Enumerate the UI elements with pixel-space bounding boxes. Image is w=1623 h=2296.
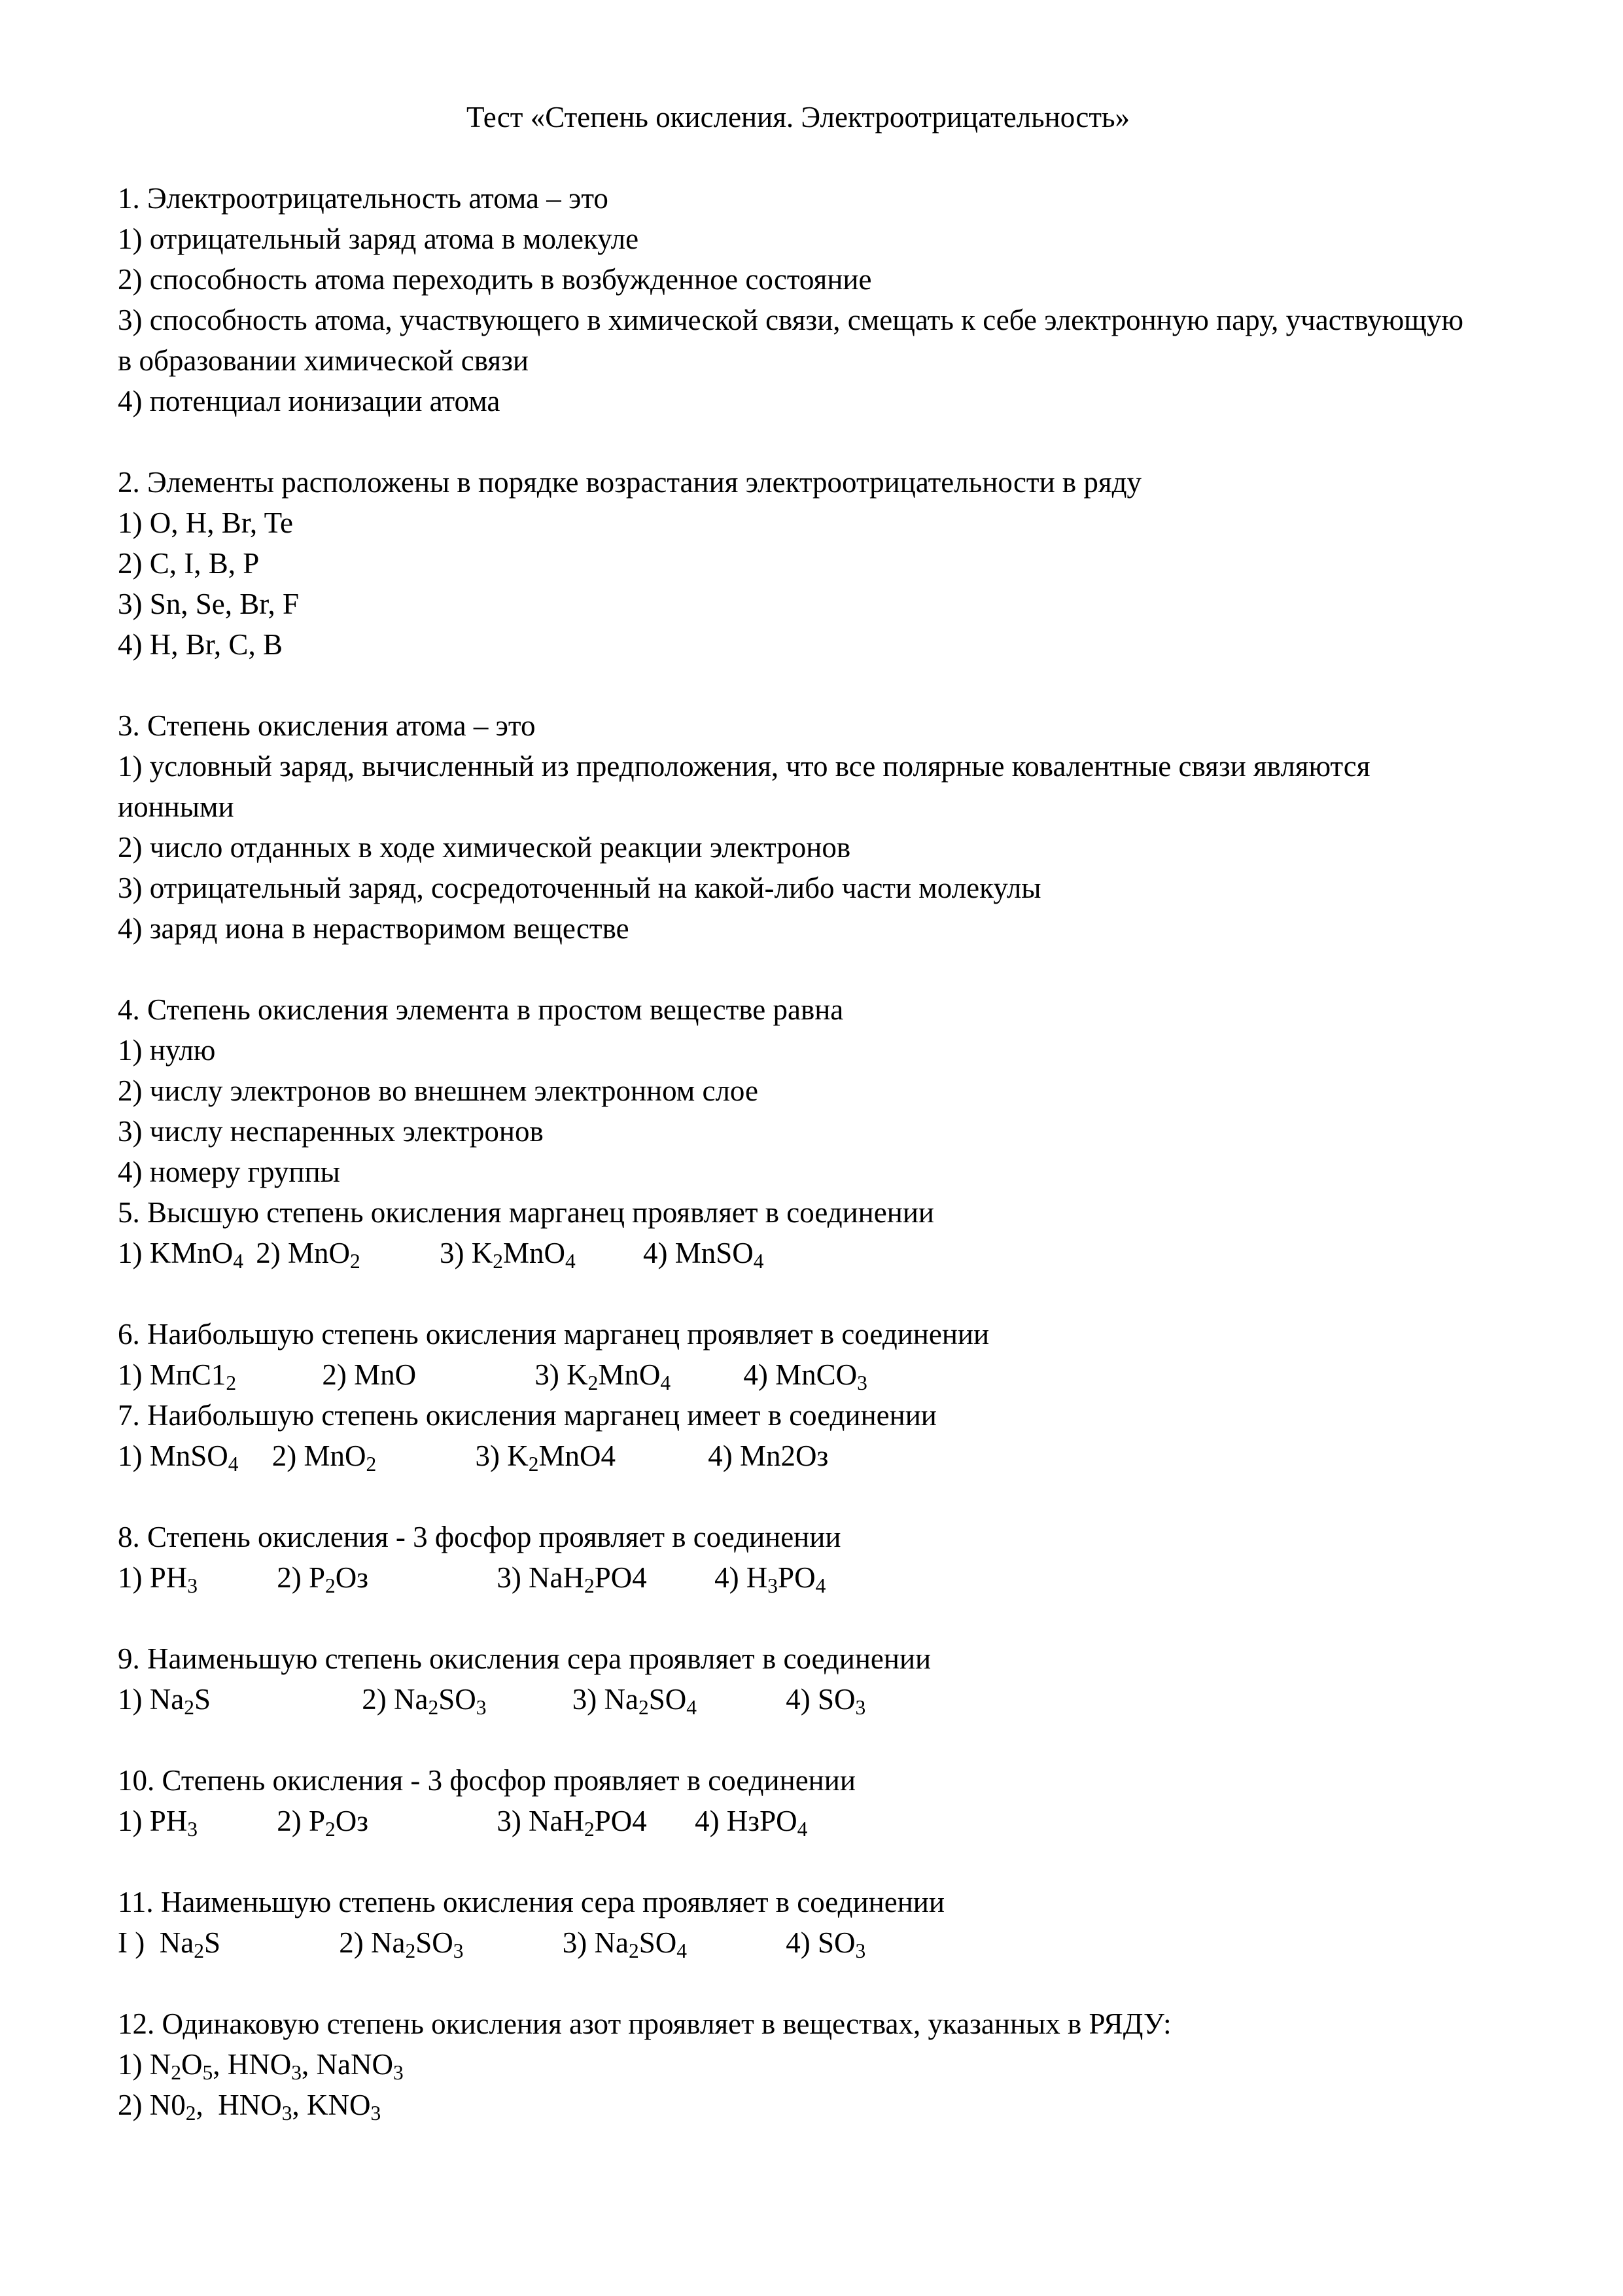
question-2: 2. Элементы расположены в порядке возрастания электроотрицательности в ряду	[118, 466, 1142, 499]
q7-answer-1: 1) MnSO$_4$	[118, 1439, 239, 1475]
q2-answer-2: 2) C, I, B, P	[118, 547, 260, 580]
question-9: 9. Наименьшую степень окисления сера проявляет в соединении	[118, 1642, 932, 1675]
q4-answer-4: 4) номеру группы	[118, 1156, 340, 1188]
q1-answer-3: 3) способность атома, участвующего в химической связи, смещать к себе электронную пару, участвующую в образовании химической связи	[118, 304, 1463, 377]
q12-answer-1: 1) $N_2O_5$, $HNO_3$, NaNO$_3$	[118, 2048, 404, 2084]
q11-answer-2: 2) $Na_2SO_3$	[339, 1926, 464, 1962]
question-11: 11. Наименьшую степень окисления сера проявляет в соединении	[118, 1886, 945, 1918]
q8-answer-3: 3) NaH$_2$PO4	[497, 1561, 647, 1597]
q10-answer-3: 3) NaH$_2$PO4	[497, 1805, 647, 1841]
q10-answer-2: 2) $P_2Oз$	[277, 1805, 369, 1841]
q8-answer-4: 4) $H_3PO_4$	[714, 1561, 826, 1597]
q2-answer-1: 1) O, H, Br, Te	[118, 506, 293, 539]
q9-answer-2: 2) $Na_2SO_3$	[362, 1683, 487, 1719]
q9-answer-3: 3) $Na_2SO_4$	[572, 1683, 697, 1719]
question-3: 3. Степень окисления атома – это	[118, 709, 536, 742]
document-title: Тест «Степень окисления. Электроотрицательность»	[466, 101, 1130, 133]
q8-answer-2: 2) $P_2Oз$	[277, 1561, 369, 1597]
q7-answer-3: 3) $K_2MnO4$	[475, 1439, 616, 1475]
q6-answer-4: 4) MnCO$_3$	[743, 1358, 867, 1394]
q6-answer-3: 3) $K_2MnO_4$	[534, 1358, 671, 1394]
q4-answer-1: 1) нулю	[118, 1034, 216, 1067]
q7-answer-4: 4) Mn2Oз	[708, 1439, 829, 1472]
q1-answer-1: 1) отрицательный заряд атома в молекуле	[118, 222, 639, 255]
q4-answer-3: 3) числу неспаренных электронов	[118, 1115, 544, 1148]
q11-answers	[118, 1922, 1505, 1963]
question-5: 5. Высшую степень окисления марганец проявляет в соединении	[118, 1196, 934, 1229]
q1-answer-2: 2) способность атома переходить в возбужденное состояние	[118, 263, 872, 296]
q4-answer-2: 2) числу электронов во внешнем электронном слое	[118, 1074, 758, 1107]
question-1: 1. Электроотрицательность атома – это	[118, 182, 608, 215]
q6-answer-1: 1) $МпС1_2$	[118, 1358, 237, 1394]
q8-answer-1: 1) $PH_3$	[118, 1561, 198, 1597]
q5-answer-3: 3) $K_2MnO_4$	[440, 1237, 576, 1273]
q5-answers	[118, 1233, 1505, 1273]
q7-answers	[118, 1436, 1505, 1476]
q3-answer-1: 1) условный заряд, вычисленный из предположения, что все полярные ковалентные связи являются ионными	[118, 750, 1370, 823]
q5-answer-1: 1) KMnO$_4$	[118, 1237, 243, 1273]
question-8: 8. Степень окисления - 3 фосфор проявляет в соединении	[118, 1521, 841, 1553]
q6-answers	[118, 1354, 1505, 1395]
q3-answer-3: 3) отрицательный заряд, сосредоточенный на какой-либо части молекулы	[118, 872, 1041, 904]
q6-answer-2: 2) MnO	[322, 1358, 417, 1391]
question-6: 6. Наибольшую степень окисления марганец проявляет в соединении	[118, 1318, 990, 1351]
q7-answer-2: 2) MnO$_2$	[271, 1439, 377, 1475]
q9-answer-4: 4) $SO_3$	[786, 1683, 866, 1719]
q10-answers	[118, 1801, 1505, 1841]
document-page	[118, 97, 1505, 2125]
q10-answer-1: 1) $PH_3$	[118, 1805, 198, 1841]
question-4: 4. Степень окисления элемента в простом веществе равна	[118, 993, 844, 1026]
q9-answer-1: 1) $Na_2S$	[118, 1683, 211, 1719]
q12-answer-2: 2) $N0_2$, $HNO_3$, $KNO_3$	[118, 2089, 381, 2125]
q2-answer-4: 4) H, Br, C, B	[118, 628, 283, 661]
question-12: 12. Одинаковую степень окисления азот проявляет в веществах, указанных в РЯДУ:	[118, 2007, 1172, 2040]
q3-answer-4: 4) заряд иона в нерастворимом веществе	[118, 912, 629, 945]
q2-answer-3: 3) Sn, Se, Br, F	[118, 588, 299, 620]
q1-answer-4: 4) потенциал ионизации атома	[118, 385, 500, 417]
question-10: 10. Степень окисления - 3 фосфор проявляет в соединении	[118, 1764, 856, 1797]
q5-answer-2: 2) MnO$_2$	[256, 1237, 360, 1273]
q3-answer-2: 2) число отданных в ходе химической реакции электронов	[118, 831, 851, 864]
q10-answer-4: 4) HзPO$_4$	[695, 1805, 808, 1841]
q5-answer-4: 4) MnSO$_4$	[643, 1237, 764, 1273]
question-7: 7. Наибольшую степень окисления марганец имеет в соединении	[118, 1399, 937, 1432]
q11-answer-4: 4) $SO_3$	[786, 1926, 866, 1962]
q8-answers	[118, 1557, 1505, 1598]
q11-answer-3: 3) $Na_2SO_4$	[562, 1926, 687, 1962]
q11-answer-1: I ) $Na_2S$	[118, 1926, 220, 1962]
q9-answers	[118, 1679, 1505, 1720]
